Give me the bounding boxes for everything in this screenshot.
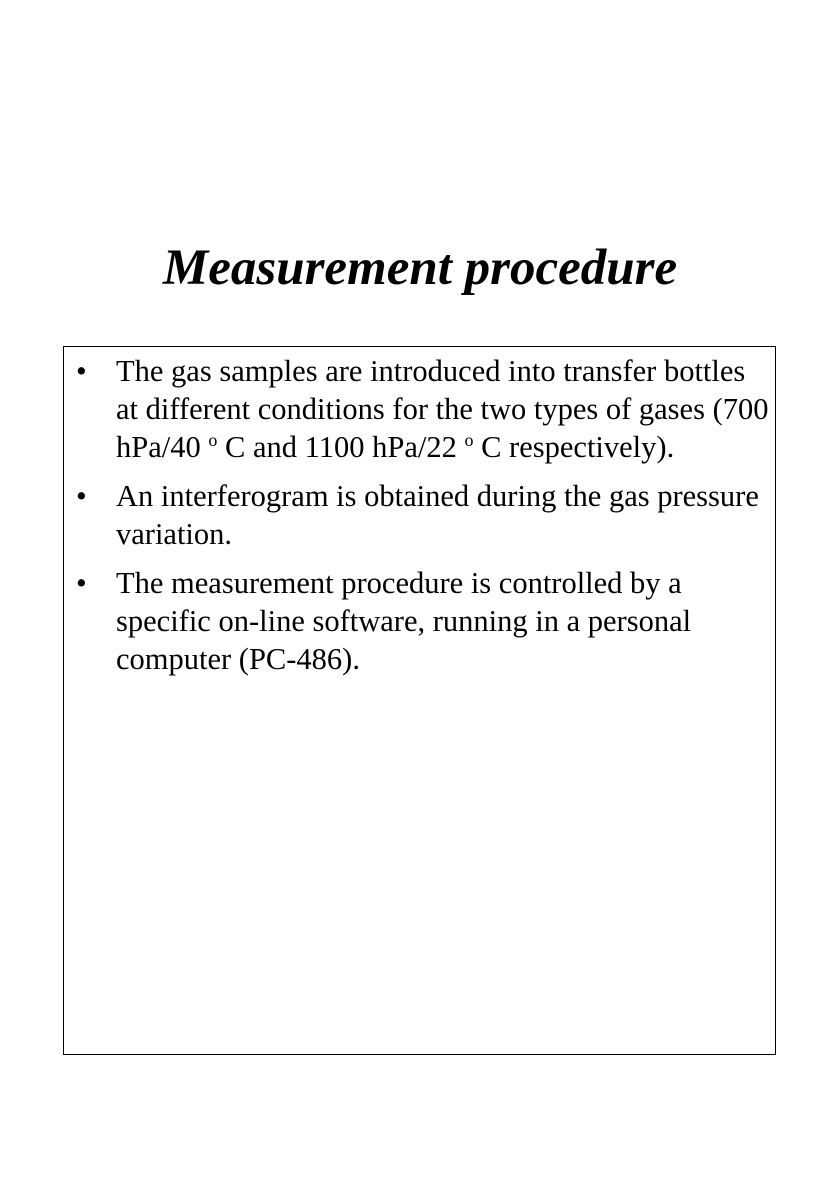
list-item	[74, 352, 774, 466]
degree-superscript: o	[208, 430, 218, 450]
list-item	[74, 564, 774, 678]
bullet-text: An interferogram is obtained during the gas pressure variation.	[116, 479, 759, 551]
list-item	[74, 477, 774, 553]
bullet-icon: •	[76, 566, 87, 600]
content-box	[63, 346, 776, 1055]
bullet-text-part: C and 1100 hPa/22	[217, 430, 465, 464]
bullet-icon: •	[76, 479, 87, 513]
degree-superscript: o	[464, 430, 474, 450]
bullet-list	[74, 352, 774, 689]
bullet-icon: •	[76, 354, 87, 388]
bullet-text: The measurement procedure is controlled by a specific on-line software, running in a personal computer (PC-486).	[116, 566, 692, 676]
bullet-text-part: The gas samples are introduced into transfer bottles at different conditions for the two types of gases (700 hPa/40	[116, 354, 769, 464]
slide-title: Measurement procedure	[162, 240, 678, 296]
bullet-text	[116, 352, 774, 466]
bullet-text-part: C respectively).	[473, 430, 675, 464]
